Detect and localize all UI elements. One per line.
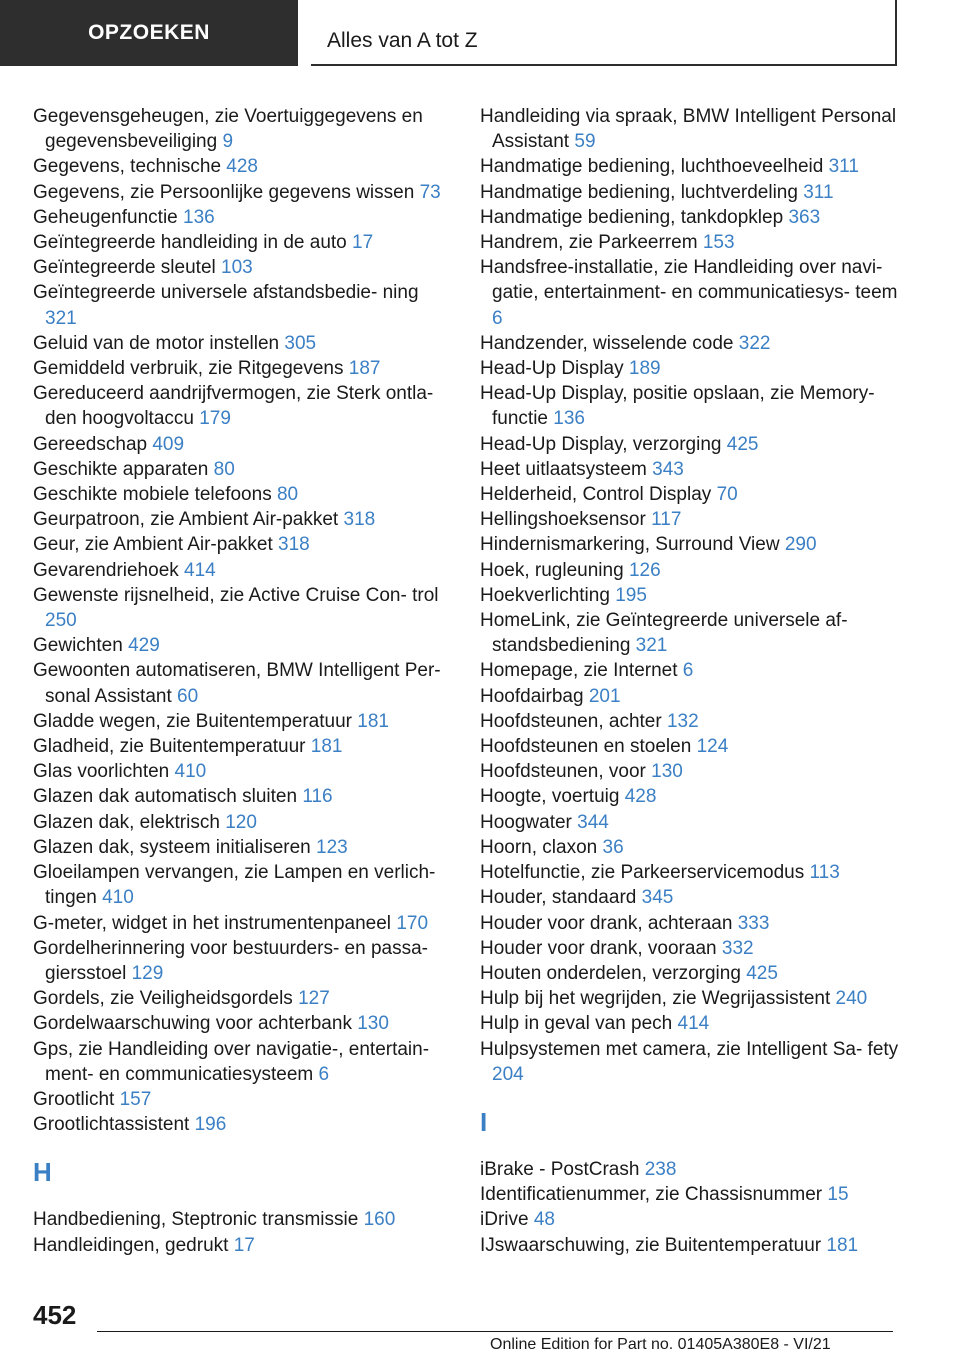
entry-page-link[interactable]: 410 [174,761,207,783]
entry-page-link[interactable]: 321 [45,307,77,329]
entry-term: Homepage, zie Internet [480,660,678,682]
index-entry [480,885,900,910]
index-entry [480,356,900,381]
index-entry [33,457,453,482]
index-entry [480,1207,900,1232]
index-entry [480,1233,900,1258]
entry-page-link[interactable]: 157 [119,1088,152,1110]
entry-term: Geschikte mobiele telefoons [33,484,272,506]
entry-term: Gordelherinnering voor bestuurders- en passa‐ giersstoel [33,937,428,984]
entry-term: Identificatienummer, zie Chassisnummer [480,1184,823,1206]
entry-term: iDrive [480,1209,529,1231]
entry-term: Geheugenfunctie [33,206,178,228]
page-number: 452 [33,1300,77,1330]
index-entry [480,986,900,1011]
entry-page-link[interactable]: 116 [302,786,333,808]
entry-term: Handmatige bediening, luchthoeveelheid [480,156,824,178]
page-header [0,0,960,66]
entry-page-link[interactable]: 425 [746,962,778,984]
entry-term: Grootlichtassistent [33,1114,190,1136]
index-entry [480,658,900,683]
index-entry [33,986,453,1011]
index-entry [480,784,900,809]
index-entry [33,104,453,154]
entry-term: Gloeilampen vervangen, zie Lampen en verlich‐ tingen [33,862,436,909]
index-list-g [33,104,453,1137]
entry-page-link[interactable]: 414 [184,559,216,581]
index-entry [480,860,900,885]
entry-page-link[interactable]: 311 [803,181,834,203]
index-entry [33,1011,453,1036]
entry-page-link[interactable]: 73 [419,181,441,203]
index-entry [33,180,453,205]
index-entry [480,1037,900,1087]
entry-term: Hulpsystemen met camera, zie Intelligent Sa‐ fety [480,1038,899,1060]
index-entry [33,381,453,431]
index-entry [480,608,900,658]
entry-term: Handleiding via spraak, BMW Intelligent Personal Assistant [480,106,897,153]
index-entry [33,911,453,936]
index-entry [33,1037,453,1087]
index-entry [33,154,453,179]
entry-term: Gereduceerd aandrijfvermogen, zie Sterk ontla‐ den hoogvoltaccu [33,383,434,430]
entry-page-link[interactable]: 250 [45,610,77,632]
section-letter-h: H [33,1157,52,1188]
entry-term: Geur, zie Ambient Air-pakket [33,534,273,556]
index-entry [480,583,900,608]
section-tab [0,0,298,66]
index-entry [33,583,453,633]
index-entry [480,230,900,255]
chapter-title-box [311,0,897,66]
entry-term: Geurpatroon, zie Ambient Air-pakket [33,509,339,531]
entry-page-link[interactable]: 318 [278,534,310,556]
index-entry [480,911,900,936]
entry-term: Helderheid, Control Display [480,484,712,506]
entry-term: Head-Up Display [480,358,624,380]
index-entry [480,507,900,532]
index-entry [480,205,900,230]
entry-page-link[interactable]: 189 [628,358,661,380]
entry-page-link[interactable]: 322 [738,332,771,354]
index-entry [33,1207,453,1232]
entry-term: Hoekverlichting [480,584,610,606]
entry-term: Gladde wegen, zie Buitentemperatuur [33,710,352,732]
entry-term: Hoogte, voertuig [480,786,620,808]
entry-page-link[interactable]: 120 [225,811,257,833]
index-entry [33,230,453,255]
index-list-h-continued [480,104,900,1087]
entry-term: Gevarendriehoek [33,559,179,581]
entry-term: Hoorn, claxon [480,836,598,858]
entry-page-link[interactable]: 195 [615,584,647,606]
index-entry [33,205,453,230]
entry-term: Gordels, zie Veiligheidsgordels [33,988,293,1010]
entry-term: G-meter, widget in het instrumentenpaneel [33,912,392,934]
entry-page-link[interactable]: 181 [357,710,389,732]
index-entry [480,482,900,507]
index-entry [33,784,453,809]
entry-page-link[interactable]: 136 [183,206,215,228]
index-entry [480,1011,900,1036]
entry-page-link[interactable]: 130 [651,761,683,783]
entry-page-link[interactable]: 238 [644,1158,677,1180]
index-entry [33,558,453,583]
entry-page-link[interactable]: 127 [298,988,330,1010]
entry-term: Gegevens, technische [33,156,222,178]
index-entry [33,507,453,532]
entry-page-link[interactable]: 80 [276,484,299,506]
entry-page-link[interactable]: 240 [835,988,868,1010]
edition-text: Online Edition for Part no. 01405A380E8 - VI/21 [490,1336,831,1353]
entry-term: Head-Up Display, positie opslaan, zie Memory‐ functie [480,383,875,430]
entry-term: Grootlicht [33,1088,115,1110]
entry-page-link[interactable]: 344 [577,811,609,833]
entry-term: Gegevensgeheugen, zie Voertuiggegevens en gegevensbeveiliging [33,106,423,153]
index-entry [480,810,900,835]
entry-page-link[interactable]: 409 [152,433,185,455]
entry-term: Geschikte apparaten [33,458,209,480]
entry-page-link[interactable]: 123 [316,836,348,858]
index-entry [33,759,453,784]
index-entry [33,835,453,860]
entry-term: HomeLink, zie Geïntegreerde universele af‐ standsbediening [480,610,848,657]
index-entry [33,356,453,381]
entry-page-link[interactable]: 17 [233,1234,255,1256]
entry-page-link[interactable]: 428 [226,156,258,178]
entry-page-link[interactable]: 311 [828,156,859,178]
entry-term: Gordelwaarschuwing voor achterbank [33,1013,352,1035]
entry-term: Handzender, wisselende code [480,332,734,354]
entry-term: Handmatige bediening, tankdopklep [480,206,784,228]
entry-term: Glas voorlichten [33,761,170,783]
entry-page-link[interactable]: 17 [352,232,374,254]
footer-divider [97,1331,893,1332]
index-entry [480,180,900,205]
entry-term: Handrem, zie Parkeerrem [480,232,698,254]
index-entry [33,1112,453,1137]
entry-term: Handmatige bediening, luchtverdeling [480,181,798,203]
entry-term: Glazen dak, elektrisch [33,811,220,833]
index-entry [33,482,453,507]
entry-page-link[interactable]: 343 [652,458,684,480]
index-entry [33,1087,453,1112]
entry-page-link[interactable]: 181 [310,736,343,758]
index-entry [480,1157,900,1182]
entry-page-link[interactable]: 6 [318,1063,330,1085]
entry-page-link[interactable]: 126 [628,559,661,581]
entry-page-link[interactable]: 196 [194,1114,227,1136]
index-entry [480,759,900,784]
index-list-h [33,1207,453,1257]
entry-term: Houten onderdelen, verzorging [480,962,741,984]
entry-page-link[interactable]: 113 [809,862,840,884]
index-entry [480,961,900,986]
entry-term: IJswaarschuwing, zie Buitentemperatuur [480,1234,822,1256]
entry-page-link[interactable]: 136 [553,408,585,430]
entry-page-link[interactable]: 290 [784,534,817,556]
index-entry [33,432,453,457]
entry-page-link[interactable]: 80 [213,458,235,480]
entry-page-link[interactable]: 15 [827,1184,849,1206]
entry-page-link[interactable]: 6 [682,660,694,682]
entry-page-link[interactable]: 6 [492,307,503,329]
index-column-right [480,104,900,1258]
index-entry [480,255,900,331]
entry-term: Gereedschap [33,433,148,455]
entry-page-link[interactable]: 132 [666,710,699,732]
entry-term: Hoofdairbag [480,685,584,707]
entry-term: Glazen dak automatisch sluiten [33,786,298,808]
index-entry [480,154,900,179]
entry-term: Gewoonten automatiseren, BMW Intelligent Per‐ sonal Assistant [33,660,441,707]
entry-page-link[interactable]: 170 [396,912,429,934]
entry-page-link[interactable]: 129 [131,962,164,984]
index-entry [480,684,900,709]
entry-term: Glazen dak, systeem initialiseren [33,836,311,858]
entry-page-link[interactable]: 410 [102,887,134,909]
entry-term: Gegevens, zie Persoonlijke gegevens wissen [33,181,415,203]
index-entry [480,457,900,482]
entry-term: Hulp in geval van pech [480,1013,673,1035]
entry-term: Hotelfunctie, zie Parkeerservicemodus [480,862,805,884]
entry-term: Gewenste rijsnelheid, zie Active Cruise Con‐ trol [33,584,439,606]
entry-term: Hoogwater [480,811,572,833]
entry-page-link[interactable]: 181 [826,1234,859,1256]
entry-page-link[interactable]: 425 [726,433,759,455]
entry-term: Handsfree-installatie, zie Handleiding over navi‐ gatie, entertainment- en communicatiesys‐ teem [480,257,898,304]
entry-term: Geïntegreerde sleutel [33,257,216,279]
entry-page-link[interactable]: 48 [533,1209,555,1231]
entry-term: Head-Up Display, verzorging [480,433,722,455]
entry-page-link[interactable]: 124 [696,736,729,758]
index-entry [33,280,453,330]
entry-page-link[interactable]: 305 [284,332,317,354]
index-entry [33,255,453,280]
entry-term: Handbediening, Steptronic transmissie [33,1209,359,1231]
chapter-title: Alles van A tot Z [327,29,478,52]
entry-term: Gewichten [33,635,123,657]
index-entry [33,860,453,910]
entry-term: Houder voor drank, achteraan [480,912,733,934]
index-entry [480,532,900,557]
index-entry [33,810,453,835]
entry-page-link[interactable]: 201 [588,685,621,707]
entry-term: Hoek, rugleuning [480,559,624,581]
index-entry [480,936,900,961]
entry-page-link[interactable]: 428 [624,786,657,808]
index-entry [33,1233,453,1258]
index-entry [33,734,453,759]
index-entry [33,532,453,557]
entry-term: Heet uitlaatsysteem [480,458,647,480]
entry-page-link[interactable]: 429 [128,635,160,657]
index-entry [480,381,900,431]
section-letter-i: I [480,1106,488,1137]
index-entry [480,104,900,154]
entry-term: Handleidingen, gedrukt [33,1234,229,1256]
entry-page-link[interactable]: 345 [641,887,674,909]
index-entry [480,709,900,734]
index-entry [480,734,900,759]
entry-page-link[interactable]: 117 [651,509,682,531]
index-entry [480,331,900,356]
index-entry [33,658,453,708]
index-entry [480,558,900,583]
entry-page-link[interactable]: 160 [363,1209,396,1231]
entry-term: Houder, standaard [480,887,637,909]
entry-term: Hoofdsteunen en stoelen [480,736,692,758]
entry-term: Geluid van de motor instellen [33,332,280,354]
entry-term: Hindernismarkering, Surround View [480,534,780,556]
index-column-left [33,104,453,1258]
index-entry [480,835,900,860]
entry-page-link[interactable]: 187 [348,358,381,380]
index-entry [33,331,453,356]
entry-term: Gladheid, zie Buitentemperatuur [33,736,306,758]
entry-page-link[interactable]: 70 [716,484,738,506]
section-tab-label: OPZOEKEN [88,21,210,44]
entry-term: Hoofdsteunen, voor [480,761,646,783]
index-entry [33,709,453,734]
index-entry [480,1182,900,1207]
entry-page-link[interactable]: 321 [635,635,668,657]
entry-page-link[interactable]: 60 [177,685,199,707]
entry-page-link[interactable]: 318 [343,509,376,531]
entry-page-link[interactable]: 333 [737,912,770,934]
entry-page-link[interactable]: 59 [574,131,596,153]
entry-page-link[interactable]: 332 [721,937,754,959]
entry-term: Geïntegreerde universele afstandsbedie‐ ning [33,282,419,304]
index-entry [480,432,900,457]
index-entry [33,633,453,658]
entry-term: Hulp bij het wegrijden, zie Wegrijassistent [480,988,831,1010]
entry-page-link[interactable]: 363 [788,206,821,228]
entry-page-link[interactable]: 103 [221,257,253,279]
entry-term: iBrake - PostCrash [480,1158,640,1180]
entry-term: Gps, zie Handleiding over navigatie-, entertain‐ ment- en communicatiesysteem [33,1038,430,1085]
index-entry [33,936,453,986]
entry-page-link[interactable]: 204 [492,1063,524,1085]
entry-page-link[interactable]: 130 [357,1013,389,1035]
entry-page-link[interactable]: 36 [602,836,624,858]
entry-page-link[interactable]: 9 [222,131,234,153]
entry-page-link[interactable]: 153 [702,232,735,254]
entry-term: Hellingshoeksensor [480,509,646,531]
entry-term: Houder voor drank, vooraan [480,937,717,959]
entry-page-link[interactable]: 414 [677,1013,710,1035]
entry-term: Hoofdsteunen, achter [480,710,662,732]
index-list-i [480,1157,900,1258]
entry-term: Gemiddeld verbruik, zie Ritgegevens [33,358,344,380]
entry-page-link[interactable]: 179 [199,408,231,430]
entry-term: Geïntegreerde handleiding in de auto [33,232,347,254]
